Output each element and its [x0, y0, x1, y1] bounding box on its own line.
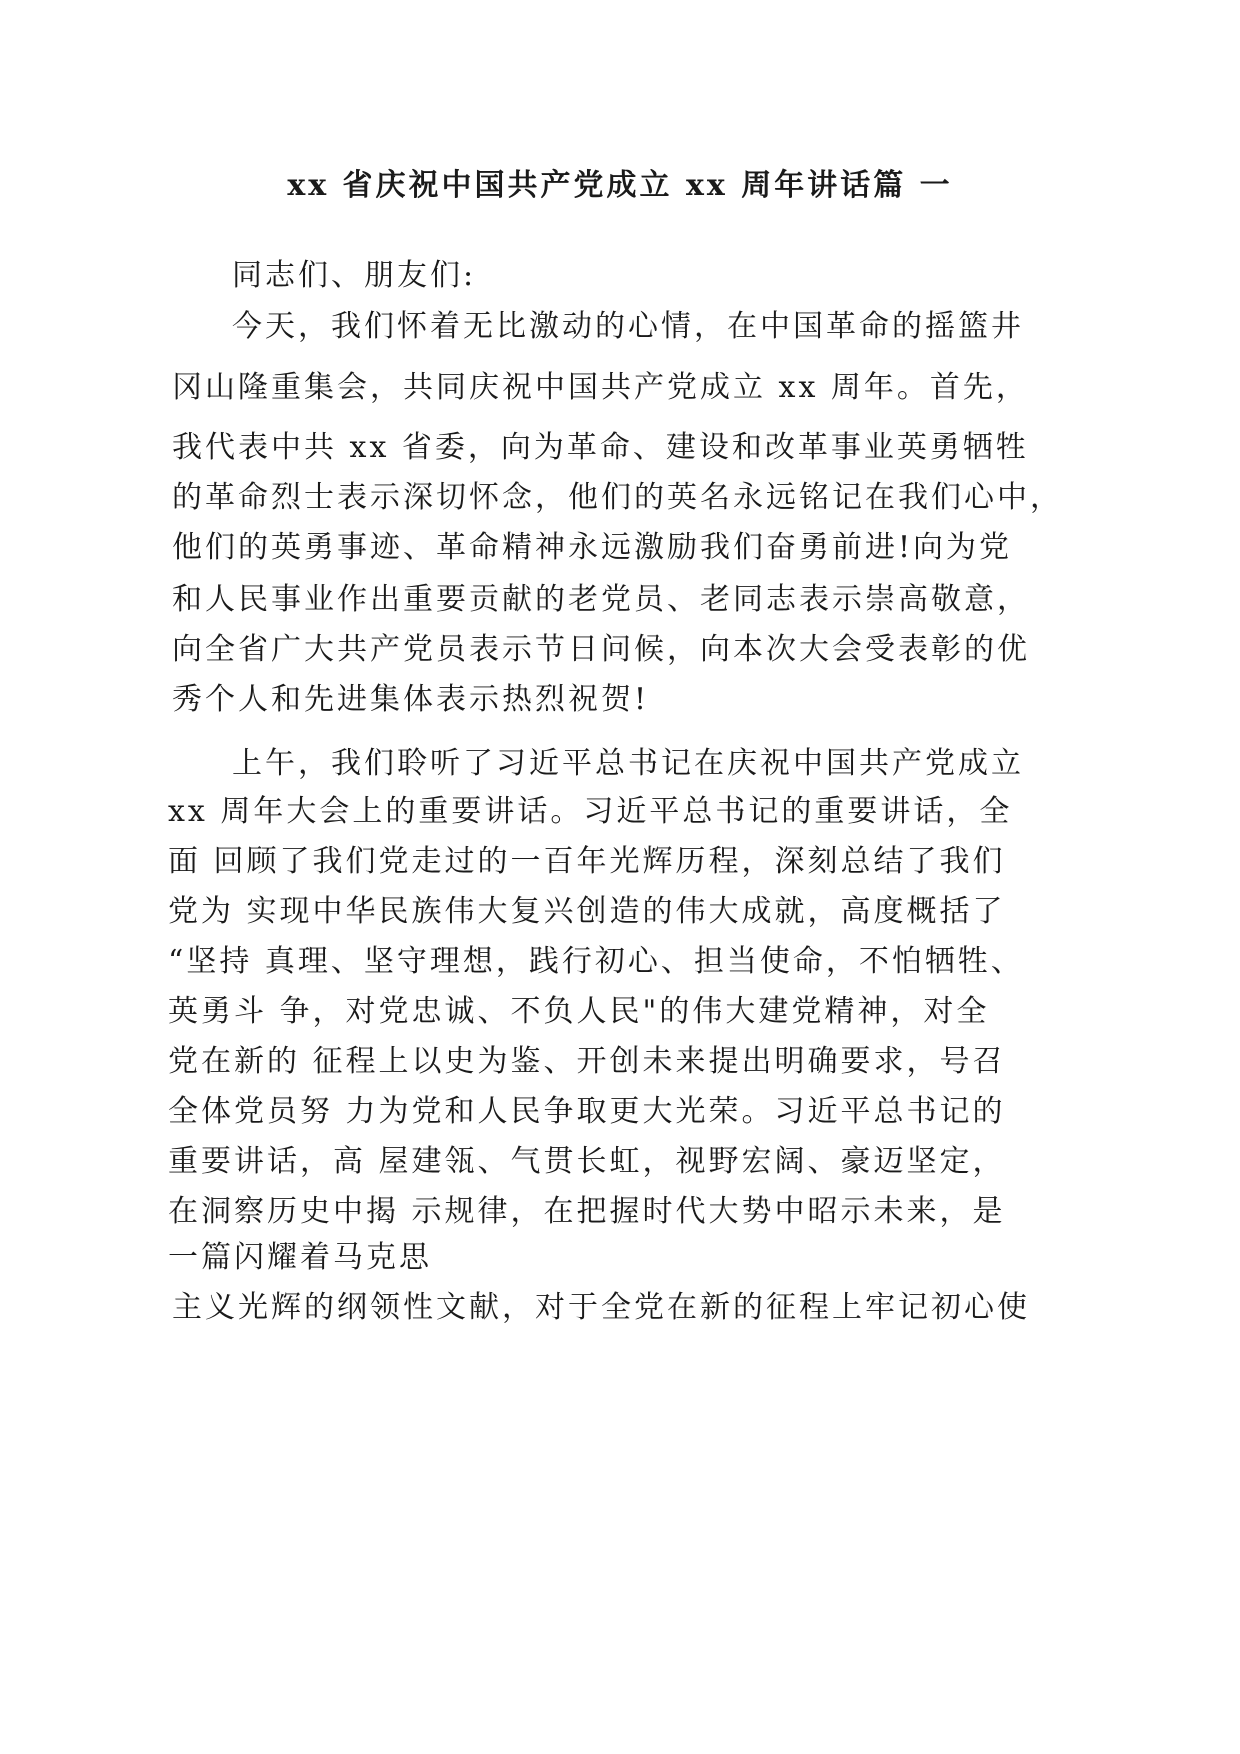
paragraph2-line: 主义光辉的纲领性文献，对于全党在新的征程上牢记初心使: [172, 1290, 1030, 1325]
paragraph1-line: 的革命烈士表示深切怀念，他们的英名永远铭记在我们心中，: [172, 480, 1063, 515]
paragraph1-line: 和人民事业作出重要贡献的老党员、老同志表示崇高敬意，: [172, 582, 1030, 617]
paragraph2-line: 在洞察历史中揭 示规律，在把握时代大势中昭示未来，是: [168, 1194, 1006, 1229]
paragraph2-line: “坚持 真理、坚守理想，践行初心、担当使命，不怕牺牲、: [168, 944, 1024, 979]
greeting-line: 同志们、朋友们:: [232, 258, 477, 293]
paragraph2-line: xx 周年大会上的重要讲话。习近平总书记的重要讲话，全: [168, 794, 1013, 829]
paragraph2-line: 党在新的 征程上以史为鉴、开创未来提出明确要求，号召: [168, 1044, 1006, 1079]
paragraph2-line: 面 回顾了我们党走过的一百年光辉历程，深刻总结了我们: [168, 844, 1006, 879]
paragraph2-line: 党为 实现中华民族伟大复兴创造的伟大成就，高度概括了: [168, 894, 1006, 929]
paragraph1-line: 向全省广大共产党员表示节日问候，向本次大会受表彰的优: [172, 632, 1030, 667]
paragraph1-line: 今天，我们怀着无比激动的心情，在中国革命的摇篮井: [232, 309, 1024, 344]
paragraph2-line: 英勇斗 争，对党忠诚、不负人民"的伟大建党精神，对全: [168, 994, 990, 1029]
paragraph1-line: 秀个人和先进集体表示热烈祝贺!: [172, 682, 650, 717]
paragraph2-line: 全体党员努 力为党和人民争取更大光荣。习近平总书记的: [168, 1094, 1006, 1129]
paragraph2-line: 上午，我们聆听了习近平总书记在庆祝中国共产党成立: [232, 746, 1024, 781]
paragraph1-line: 我代表中共 xx 省委，向为革命、建设和改革事业英勇牺牲: [172, 430, 1029, 465]
paragraph2-line: 重要讲话，高 屋建瓴、气贯长虹，视野宏阔、豪迈坚定，: [168, 1144, 1006, 1179]
paragraph1-line: 冈山隆重集会，共同庆祝中国共产党成立 xx 周年。首先，: [172, 370, 1029, 405]
paragraph1-line: 他们的英勇事迹、革命精神永远激励我们奋勇前进!向为党: [172, 530, 1013, 565]
document-title: xx 省庆祝中国共产党成立 xx 周年讲话篇 一: [287, 168, 953, 203]
paragraph2-line: 一篇闪耀着马克思: [168, 1240, 432, 1275]
